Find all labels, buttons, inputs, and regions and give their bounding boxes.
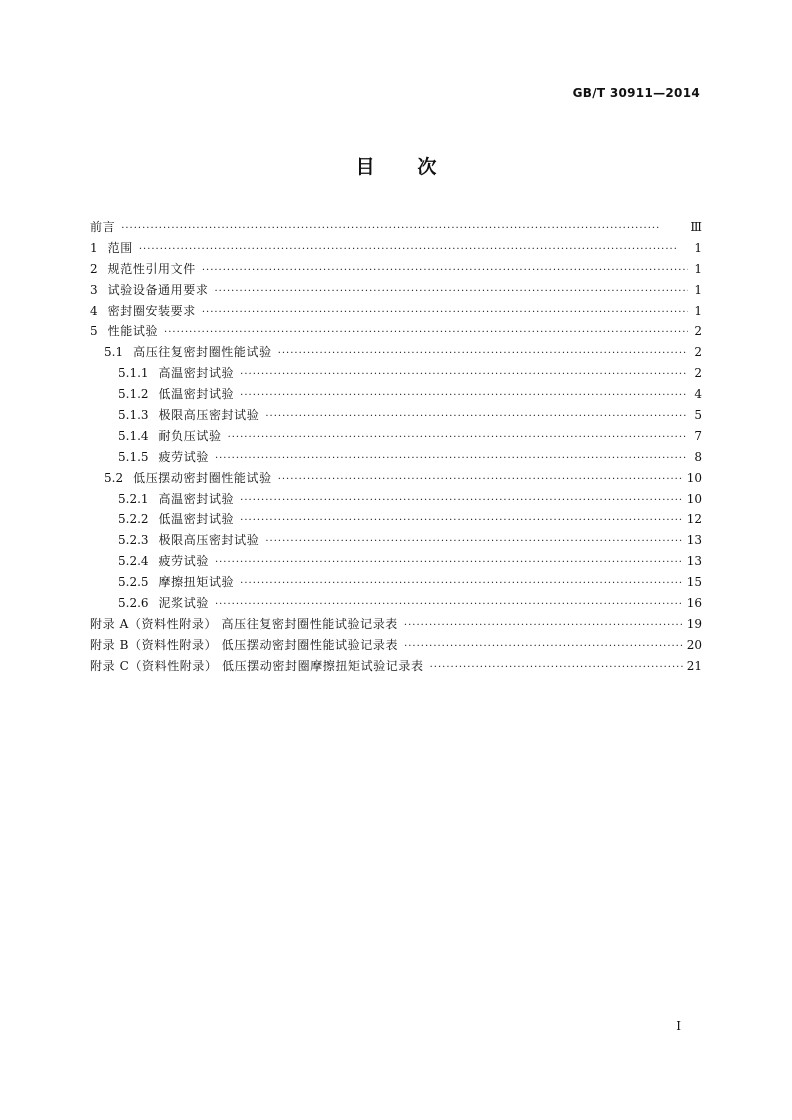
dot-leader	[278, 344, 688, 365]
toc-entry-title: 摩擦扭矩试验	[158, 575, 235, 590]
toc-entry[interactable]	[90, 614, 702, 635]
toc-entry-page: 1	[694, 303, 702, 318]
toc-entry-page: 1	[694, 261, 702, 276]
toc-entry-title: 高温密封试验	[158, 366, 235, 381]
dot-leader	[240, 491, 683, 512]
toc-entry[interactable]	[90, 489, 702, 510]
toc-entry[interactable]	[90, 635, 702, 656]
toc-entry-title: 极限高压密封试验	[158, 408, 260, 423]
dot-leader	[121, 219, 686, 240]
toc-entry-number: 1	[90, 240, 98, 255]
toc-entry-number: 5.2.4	[118, 554, 149, 569]
toc-entry-title: 附录 A（资料性附录） 高压往复密封圈性能试验记录表	[90, 616, 398, 631]
title-part-2: 次	[417, 156, 437, 178]
toc-entry[interactable]	[90, 405, 702, 426]
toc-entry-title: 低温密封试验	[158, 387, 235, 402]
toc-entry[interactable]	[90, 363, 702, 384]
toc-entry-number: 5.2.1	[118, 491, 149, 506]
toc-entry[interactable]	[90, 551, 702, 572]
toc-entry-number: 5	[90, 324, 98, 339]
toc-entry-title: 耐负压试验	[158, 428, 222, 443]
toc-entry-page: 15	[686, 575, 702, 590]
toc-entry[interactable]	[90, 321, 702, 342]
toc-entry-title: 低温密封试验	[158, 512, 235, 527]
toc-entry-number: 5.2.5	[118, 575, 149, 590]
toc-entry-title: 附录 B（资料性附录） 低压摆动密封圈性能试验记录表	[90, 637, 399, 652]
toc-entry[interactable]	[90, 593, 702, 614]
toc-entry-page: Ⅲ	[690, 220, 702, 234]
table-of-contents	[90, 217, 702, 677]
toc-entry[interactable]	[90, 530, 702, 551]
toc-entry-number: 4	[90, 303, 98, 318]
toc-entry-title: 高温密封试验	[158, 491, 235, 506]
toc-entry-number: 5.1.4	[118, 428, 149, 443]
toc-entry-title: 低压摆动密封圈性能试验	[133, 470, 272, 485]
toc-entry-number: 5.2	[104, 470, 124, 485]
toc-entry[interactable]	[90, 384, 702, 405]
toc-entry-page: 21	[686, 658, 702, 673]
toc-entry-title: 前言	[90, 220, 116, 234]
page-title	[0, 152, 792, 179]
toc-entry-title: 密封圈安装要求	[107, 303, 196, 318]
toc-entry-number: 5.2.6	[118, 596, 149, 611]
toc-entry-title: 疲劳试验	[158, 449, 209, 464]
dot-leader	[139, 240, 688, 261]
toc-entry[interactable]	[90, 447, 702, 468]
dot-leader	[202, 261, 688, 282]
toc-entry[interactable]	[90, 259, 702, 280]
dot-leader	[265, 532, 682, 553]
toc-entry-title: 试验设备通用要求	[107, 282, 209, 297]
toc-entry[interactable]	[90, 426, 702, 447]
toc-entry-title: 泥浆试验	[158, 596, 209, 611]
dot-leader	[215, 595, 683, 616]
toc-entry-page: 5	[694, 408, 702, 423]
toc-entry-number: 5.1.2	[118, 387, 149, 402]
dot-leader	[215, 449, 688, 470]
toc-entry-title: 高压往复密封圈性能试验	[133, 345, 272, 360]
toc-entry-number: 5.2.3	[118, 533, 149, 548]
dot-leader	[430, 658, 683, 679]
toc-entry-title: 范围	[107, 240, 133, 255]
toc-entry-page: 2	[694, 345, 702, 360]
toc-entry-title: 规范性引用文件	[107, 261, 196, 276]
dot-leader	[265, 407, 688, 428]
dot-leader	[214, 282, 688, 303]
toc-entry[interactable]	[90, 468, 702, 489]
toc-entry-number: 5.1.5	[118, 449, 149, 464]
toc-entry-page: 10	[686, 491, 702, 506]
toc-entry[interactable]	[90, 280, 702, 301]
dot-leader	[240, 365, 688, 386]
toc-entry[interactable]	[90, 572, 702, 593]
toc-entry[interactable]	[90, 342, 702, 363]
toc-entry-page: 4	[694, 387, 702, 402]
toc-entry-number: 5.1.1	[118, 366, 149, 381]
dot-leader	[240, 386, 688, 407]
toc-entry[interactable]	[90, 509, 702, 530]
toc-entry-page: 12	[686, 512, 702, 527]
dot-leader	[404, 637, 683, 658]
toc-entry-title: 疲劳试验	[158, 554, 209, 569]
toc-entry-page: 10	[686, 470, 702, 485]
toc-entry-number: 3	[90, 282, 98, 297]
toc-entry[interactable]	[90, 217, 702, 238]
dot-leader	[404, 616, 683, 637]
toc-entry-page: 1	[694, 282, 702, 297]
toc-entry-page: 7	[694, 428, 702, 443]
page-number: Ⅰ	[676, 1019, 681, 1033]
toc-entry-page: 13	[686, 533, 702, 548]
toc-entry-page: 13	[686, 554, 702, 569]
toc-entry-page: 8	[694, 449, 702, 464]
toc-entry-title: 极限高压密封试验	[158, 533, 260, 548]
toc-entry-title: 性能试验	[107, 324, 159, 339]
toc-entry-page: 16	[686, 596, 702, 611]
toc-entry-page: 1	[694, 240, 702, 255]
toc-entry-number: 2	[90, 261, 98, 276]
toc-entry[interactable]	[90, 656, 702, 677]
toc-entry-number: 5.1.3	[118, 408, 149, 423]
standard-code: GB/T 30911—2014	[572, 86, 700, 100]
toc-entry[interactable]	[90, 238, 702, 259]
toc-entry-page: 19	[686, 616, 702, 631]
toc-entry-number: 5.1	[104, 345, 124, 360]
toc-entry-page: 2	[694, 324, 702, 339]
dot-leader	[240, 574, 683, 595]
dot-leader	[164, 323, 688, 344]
dot-leader	[240, 511, 683, 532]
toc-entry-page: 2	[694, 366, 702, 381]
dot-leader	[202, 303, 688, 324]
dot-leader	[228, 428, 688, 449]
toc-entry-page: 20	[686, 637, 702, 652]
toc-entry-number: 5.2.2	[118, 512, 149, 527]
toc-entry-title: 附录 C（资料性附录） 低压摆动密封圈摩擦扭矩试验记录表	[90, 658, 424, 673]
title-part-1: 目	[355, 156, 375, 178]
dot-leader	[215, 553, 683, 574]
toc-entry[interactable]	[90, 301, 702, 322]
dot-leader	[278, 470, 683, 491]
